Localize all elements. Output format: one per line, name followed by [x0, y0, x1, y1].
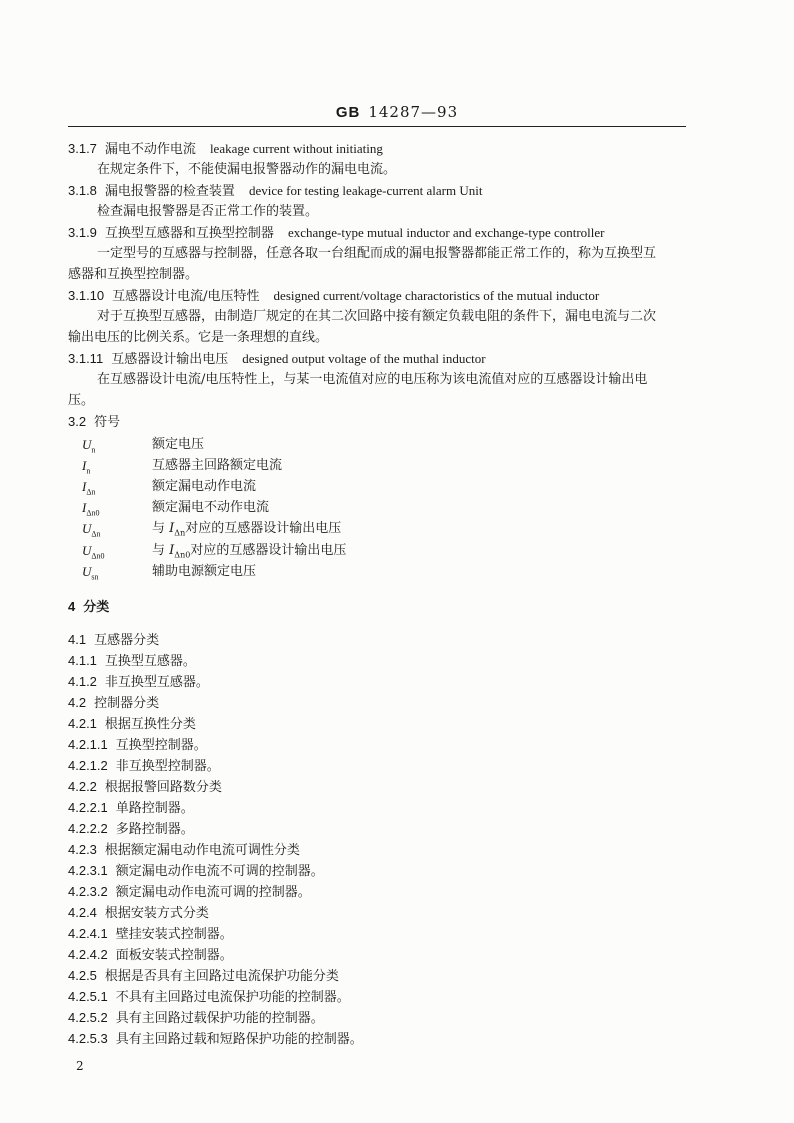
clause-title: 互感器设计输出电压	[111, 352, 229, 367]
clause-number: 3.1.7	[68, 141, 97, 156]
clause-heading: 4.2.3 根据额定漏电动作电流可调性分类	[68, 842, 300, 858]
clause-title-en: leakage current without initiating	[209, 141, 383, 156]
standard-number: 14287—93	[368, 103, 459, 121]
symbol: $U_{\Delta n0}$	[82, 543, 105, 561]
standard-prefix: GB	[335, 104, 361, 121]
symbol-description: 额定漏电不动作电流	[152, 500, 270, 515]
clause-title: 漏电不动作电流	[104, 142, 196, 157]
clause-title-en: exchange-type mutual inductor and exchange-type controller	[287, 225, 605, 240]
symbol: $I_n$	[82, 458, 91, 476]
clause-heading: 4.2.5.3 具有主回路过载和短路保护功能的控制器。	[68, 1031, 363, 1047]
clause-title-en: designed output voltage of the muthal inductor	[242, 351, 486, 366]
clause-title: 互换型互感器和互换型控制器	[104, 226, 274, 241]
clause-heading: 4.2.3.1 额定漏电动作电流不可调的控制器。	[68, 863, 324, 879]
clause-heading: 4.2.5.1 不具有主回路过电流保护功能的控制器。	[68, 989, 350, 1005]
clause-body: 输出电压的比例关系。它是一条理想的直线。	[68, 330, 329, 345]
clause-body: 在规定条件下，不能使漏电报警器动作的漏电电流。	[97, 162, 397, 177]
clause-heading: 4.2.4.2 面板安装式控制器。	[68, 947, 233, 963]
clause-number: 3.1.11	[68, 351, 104, 366]
symbol-description: 互感器主回路额定电流	[152, 458, 283, 473]
clause-heading: 4.2.1.1 互换型控制器。	[68, 737, 207, 753]
clause-number: 3.1.10	[68, 288, 105, 303]
clause-heading: 4.1.2 非互换型互感器。	[68, 674, 209, 690]
clause-number: 3.2	[68, 414, 87, 429]
clause-heading: 4.2.5.2 具有主回路过载保护功能的控制器。	[68, 1010, 324, 1026]
clause-heading: 4.2.4.1 壁挂安装式控制器。	[68, 926, 233, 942]
clause-heading: 4.2.5 根据是否具有主回路过电流保护功能分类	[68, 968, 339, 984]
clause-title: 符号	[94, 415, 121, 430]
clause-body: 检查漏电报警器是否正常工作的装置。	[97, 204, 319, 219]
section-4-heading: 4 分类	[68, 599, 110, 615]
clause-title-en: device for testing leakage-current alarm Unit	[248, 183, 483, 198]
clause-heading: 4.2.1 根据互换性分类	[68, 716, 196, 732]
clause-number: 3.1.8	[68, 183, 97, 198]
symbol: $U_n$	[82, 437, 96, 455]
clause-heading: 4.1.1 互换型互感器。	[68, 653, 196, 669]
clause-body: 感器和互换型控制器。	[68, 267, 199, 282]
clause-heading: 4.2.2 根据报警回路数分类	[68, 779, 222, 795]
clause-heading: 4.2.3.2 额定漏电动作电流可调的控制器。	[68, 884, 311, 900]
clause-body: 压。	[68, 393, 95, 408]
clause-3-2-heading	[68, 413, 120, 432]
clause-body: 在互感器设计电流/电压特性上，与某一电流值对应的电压称为该电流值对应的互感器设计输出电	[97, 372, 648, 387]
clause-body: 一定型号的互感器与控制器，任意各取一台组配而成的漏电报警器都能正常工作的，称为互换型互	[97, 246, 657, 261]
symbol-description: 辅助电源额定电压	[152, 564, 257, 579]
clause-heading: 4.2 控制器分类	[68, 695, 160, 711]
clause-number: 3.1.9	[68, 225, 97, 240]
clause-3-1-8-heading	[68, 182, 482, 201]
symbol-description: 额定漏电动作电流	[152, 479, 257, 494]
page-header	[0, 103, 794, 121]
clause-3-1-9-heading	[68, 224, 605, 243]
symbol: $U_{sn}$	[82, 564, 99, 582]
clause-title-en: designed current/voltage charactoristics of the mutual inductor	[273, 288, 600, 303]
clause-title: 漏电报警器的检查装置	[104, 184, 235, 199]
header-rule	[68, 126, 686, 127]
clause-heading: 4.2.2.1 单路控制器。	[68, 800, 194, 816]
clause-3-1-11-heading	[68, 350, 486, 369]
clause-body: 对于互换型互感器，由制造厂规定的在其二次回路中接有额定负载电阻的条件下，漏电电流与二次	[97, 309, 657, 324]
clause-3-1-7-heading	[68, 140, 383, 159]
page-number: 2	[76, 1059, 84, 1073]
clause-3-1-10-heading	[68, 287, 599, 306]
symbol-description: 与 $I_{\Delta n}$对应的互感器设计输出电压	[152, 521, 342, 538]
symbol-description: 额定电压	[152, 437, 205, 452]
symbol: $I_{\Delta n0}$	[82, 500, 100, 518]
clause-heading: 4.2.1.2 非互换型控制器。	[68, 758, 220, 774]
clause-heading: 4.1 互感器分类	[68, 632, 160, 648]
clause-heading: 4.2.2.2 多路控制器。	[68, 821, 194, 837]
symbol-description: 与 $I_{\Delta n0}$对应的互感器设计输出电压	[152, 543, 347, 560]
clause-title: 互感器设计电流/电压特性	[112, 289, 260, 304]
symbol: $I_{\Delta n}$	[82, 479, 96, 497]
clause-heading: 4.2.4 根据安装方式分类	[68, 905, 209, 921]
symbol: $U_{\Delta n}$	[82, 521, 101, 539]
